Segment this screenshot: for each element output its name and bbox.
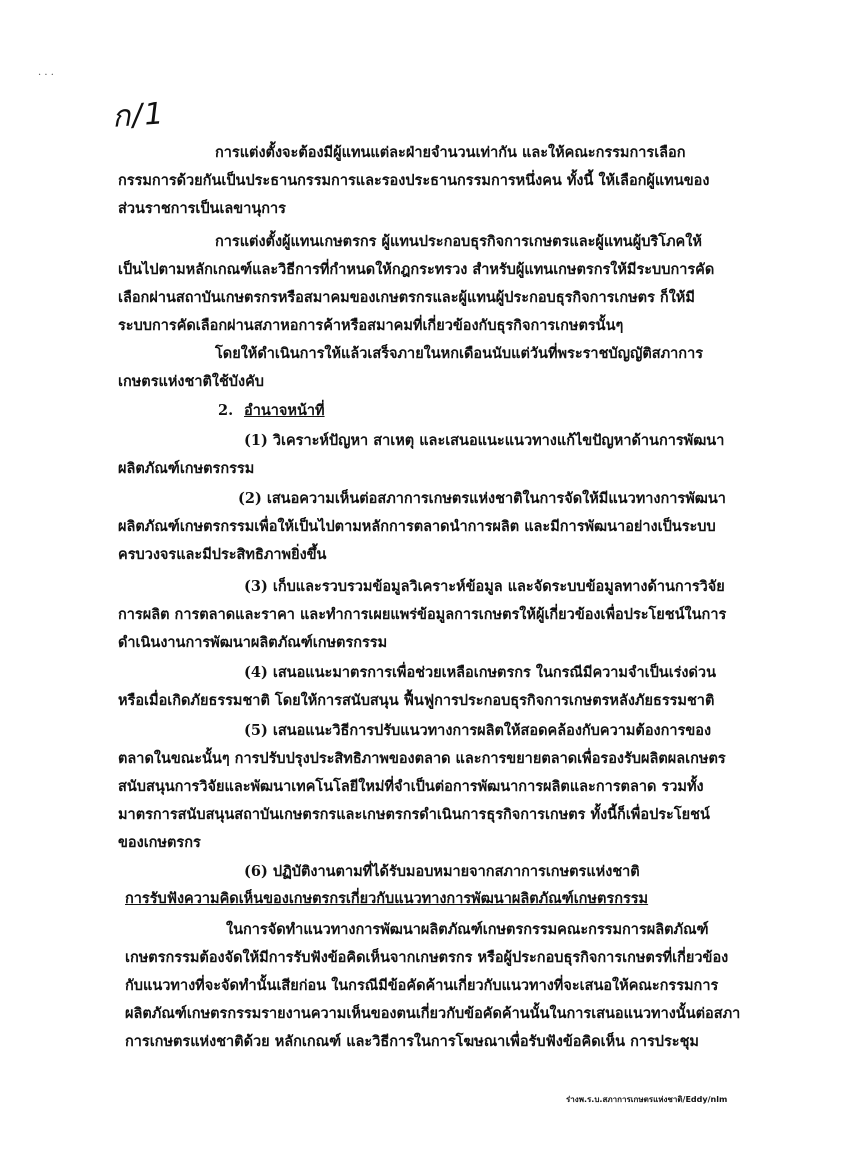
paragraph-line: เกษตรกรรมต้องจัดให้มีการรับฟังข้อคิดเห็นจากเกษตรกร หรือผู้ประกอบธุรกิจการเกษตรที่เกี่ยวข้อง [125, 949, 729, 966]
paragraph-line: เลือกผ่านสถาบันเกษตรกรหรือสมาคมของเกษตรกรและผู้แทนผู้ประกอบธุรกิจการเกษตร ก็ให้มี [118, 289, 695, 306]
paragraph-line: การแต่งตั้งผู้แทนเกษตรกร ผู้แทนประกอบธุรกิจการเกษตรและผู้แทนผู้บริโภคให้ [215, 233, 702, 250]
document-footer: ร่างพ.ร.บ.สภาการเกษตรแห่งชาติ/Eddy/nlm [566, 1095, 728, 1104]
section-number: 2. [218, 402, 234, 419]
list-item-line: หรือเมื่อเกิดภัยธรรมชาติ โดยให้การสนับสนุน ฟื้นฟูการประกอบธุรกิจการเกษตรหลังภัยธรรมชาติ [118, 692, 715, 709]
paragraph-line: กรรมการด้วยกันเป็นประธานกรรมการและรองประธานกรรมการหนึ่งคน ทั้งนี้ ให้เลือกผู้แทนของ [118, 172, 710, 189]
list-item-line: (3) เก็บและรวบรวมข้อมูลวิเคราะห์ข้อมูล และจัดระบบข้อมูลทางด้านการวิจัย [244, 578, 725, 595]
list-item-line: ตลาดในขณะนั้นๆ การปรับปรุงประสิทธิภาพของตลาด และการขยายตลาดเพื่อรองรับผลิตผลเกษตร [118, 750, 726, 767]
paragraph-line: ส่วนราชการเป็นเลขานุการ [118, 200, 286, 217]
list-item-line: ผลิตภัณฑ์เกษตรกรรมเพื่อให้เป็นไปตามหลักการตลาดนำการผลิต และมีการพัฒนาอย่างเป็นระบบ [118, 518, 716, 535]
list-item-line: (2) เสนอความเห็นต่อสภาการเกษตรแห่งชาติในการจัดให้มีแนวทางการพัฒนา [238, 490, 726, 507]
list-item-line: (6) ปฏิบัติงานตามที่ได้รับมอบหมายจากสภาการเกษตรแห่งชาติ [244, 863, 640, 880]
handwritten-page-mark: ก/1 [110, 96, 167, 135]
scan-specks: · · · [38, 70, 54, 81]
paragraph-line: การแต่งตั้งจะต้องมีผู้แทนแต่ละฝ่ายจำนวนเท่ากัน และให้คณะกรรมการเลือก [215, 144, 686, 161]
list-item-line: สนับสนุนการวิจัยและพัฒนาเทคโนโลยีใหม่ที่จำเป็นต่อการพัฒนาการผลิตและการตลาด รวมทั้ง [118, 778, 704, 795]
paragraph-line: ระบบการคัดเลือกผ่านสภาหอการค้าหรือสมาคมที่เกี่ยวข้องกับธุรกิจการเกษตรนั้นๆ [118, 317, 624, 334]
list-item-line: ของเกษตรกร [118, 834, 201, 851]
paragraph-line: เกษตรแห่งชาติใช้บังคับ [118, 373, 264, 390]
list-item-line: (1) วิเคราะห์ปัญหา สาเหตุ และเสนอแนะแนวทางแก้ไขปัญหาด้านการพัฒนา [244, 432, 725, 449]
paragraph-line: ผลิตภัณฑ์เกษตรกรรมรายงานความเห็นของตนเกี่ยวกับข้อคัดค้านนั้นในการเสนอแนวทางนั้นต่อสภา [125, 1005, 741, 1022]
list-item-line: (4) เสนอแนะมาตรการเพื่อช่วยเหลือเกษตรกร ในกรณีมีความจำเป็นเร่งด่วน [244, 664, 716, 681]
list-item-line: ผลิตภัณฑ์เกษตรกรรม [118, 460, 255, 477]
list-item-line: ครบวงจรและมีประสิทธิภาพยิ่งขึ้น [118, 546, 327, 563]
paragraph-line: กับแนวทางที่จะจัดทำนั้นเสียก่อน ในกรณีมีข้อคัดค้านเกี่ยวกับแนวทางที่จะเสนอให้คณะกรรมการ [125, 977, 719, 994]
paragraph-line: การเกษตรแห่งชาติด้วย หลักเกณฑ์ และวิธีการในการโฆษณาเพื่อรับฟังข้อคิดเห็น การประชุม [125, 1033, 699, 1050]
paragraph-line: โดยให้ดำเนินการให้แล้วเสร็จภายในหกเดือนนับแต่วันที่พระราชบัญญัติสภาการ [215, 345, 703, 362]
list-item-line: การผลิต การตลาดและราคา และทำการเผยแพร่ข้อมูลการเกษตรให้ผู้เกี่ยวข้องเพื่อประโยชน์ในการ [118, 606, 727, 623]
subsection-heading: การรับฟังความคิดเห็นของเกษตรกรเกี่ยวกับแนวทางการพัฒนาผลิตภัณฑ์เกษตรกรรม [125, 890, 649, 907]
section-title: อำนาจหน้าที่ [244, 402, 325, 419]
paragraph-line: เป็นไปตามหลักเกณฑ์และวิธีการที่กำหนดให้กฎกระทรวง สำหรับผู้แทนเกษตรกรให้มีระบบการคัด [118, 261, 715, 278]
list-item-line: ดำเนินงานการพัฒนาผลิตภัณฑ์เกษตรกรรม [118, 634, 388, 651]
list-item-line: มาตรการสนับสนุนสถาบันเกษตรกรและเกษตรกรดำเนินการธุรกิจการเกษตร ทั้งนี้ก็เพื่อประโยชน์ [118, 806, 710, 823]
paragraph-line: ในการจัดทำแนวทางการพัฒนาผลิตภัณฑ์เกษตรกรรมคณะกรรมการผลิตภัณฑ์ [226, 921, 709, 938]
list-item-line: (5) เสนอแนะวิธีการปรับแนวทางการผลิตให้สอดคล้องกับความต้องการของ [244, 722, 712, 739]
